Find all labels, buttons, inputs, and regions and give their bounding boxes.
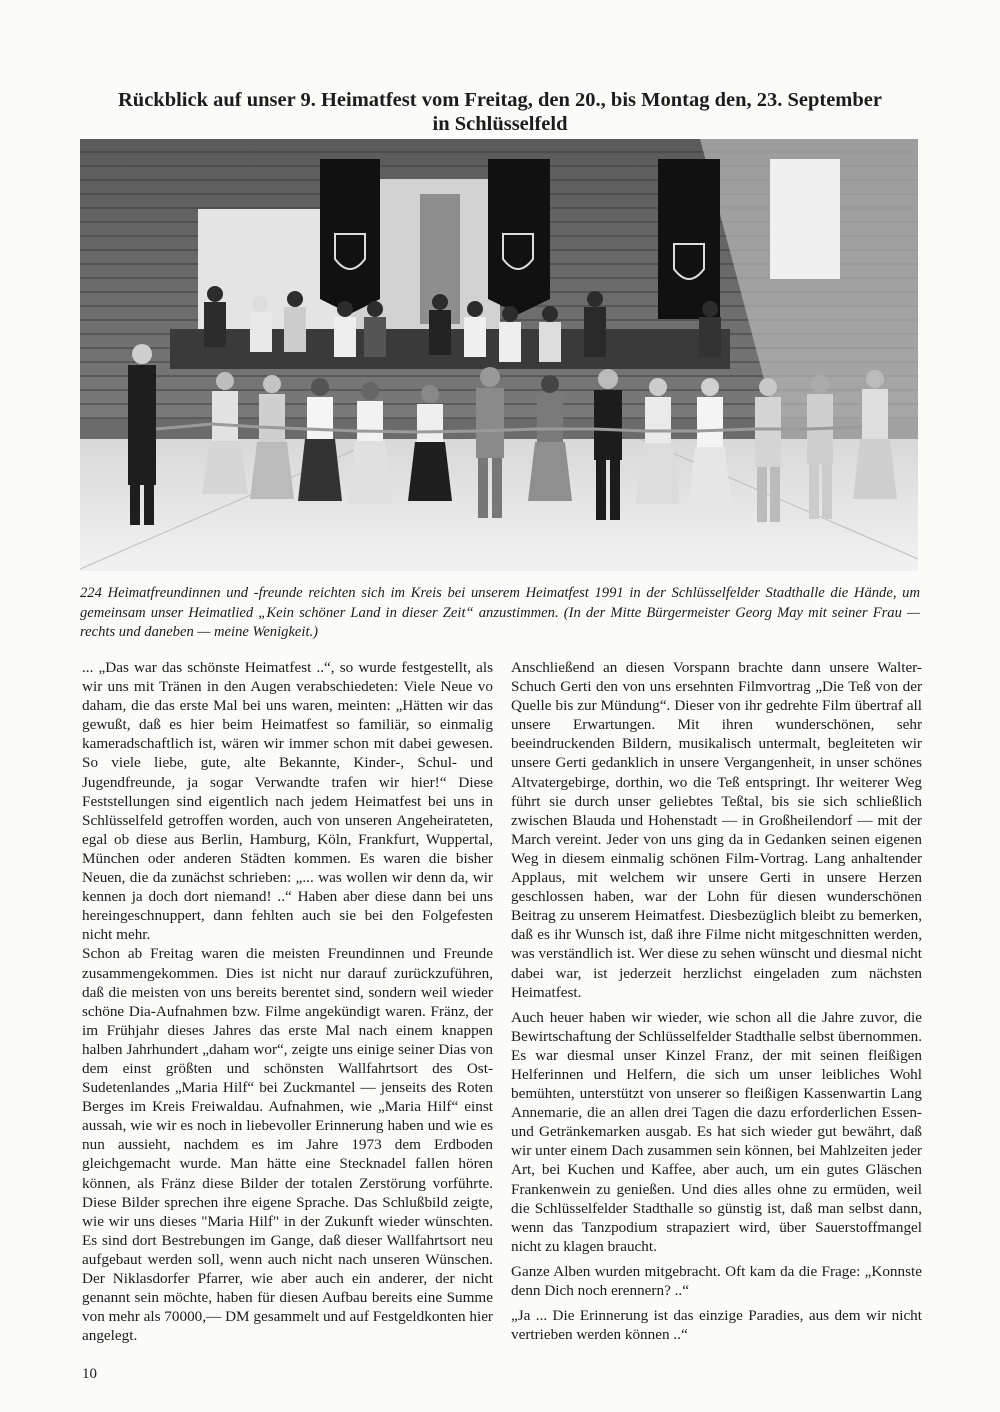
title-line-2: in Schlüsselfeld	[432, 113, 568, 135]
banner	[658, 159, 720, 319]
page-number: 10	[82, 1366, 97, 1382]
group-photo	[80, 139, 918, 571]
hall-photo-illustration	[80, 139, 918, 571]
banner-white	[770, 159, 840, 279]
title-line-1: Rückblick auf unser 9. Heimatfest vom Freitag, den 20., bis Montag den, 23. September	[118, 89, 882, 111]
paragraph: „Ja ... Die Erinnerung ist das einzige Paradies, aus dem wir nicht vertrieben werden können ..“	[511, 1307, 922, 1344]
paragraph: Ganze Alben wurden mitgebracht. Oft kam da die Frage: „Konnste denn Dich noch erennern? ..“	[511, 1262, 922, 1299]
article-column-right	[511, 658, 922, 1344]
photo-caption: 224 Heimatfreundinnen und -freunde reichten sich im Kreis bei unserem Heimatfest 1991 in der Schlüsselfelder Stadthalle die Hände, um gemeinsam unser Heimatlied „Kein schöner Land in dieser Zeit“ anzustimmen. (In der Mitte Bürgermeister Georg May mit seiner Frau — rechts und daneben — meine Wenigkeit.)	[80, 585, 920, 640]
paragraph: Anschließend an diesen Vorspann brachte dann unsere Walter-Schuch Gerti den von uns ersehnten Filmvortrag „Die Teß von der Quelle bis zur Mündung“. Dieser von ihr gedrehte Film übertraf all unsere Erwartungen. Mit ihren wunderschönen, sehr beeindruckenden Bildern, musikalisch untermalt, begleiteten wir unsere Gerti gedanklich in unsere Vergangenheit, in unser schönes Altvatergebirge, dorthin, wo die Teß entspringt. Ihr weiterer Weg führt sie durch unser geliebtes Teßtal, bis sie sich schließlich zwischen Blauda und Hohenstadt — in Großheilendorf — mit der March vereint. Jeder von uns ging da in Gedanken seinen eigenen Weg in diesem einmalig schönen Film-Vortrag. Lang anhaltender Applaus, mit welchem wir unsere Gerti in unsere Herzen geschlossen haben, war der Lohn für diesen wunderschönen Beitrag zu unserem Heimatfest. Diesbezüglich bleibt zu bemerken, daß es ihr Wunsch ist, daß ihre Filme nicht mitgeschnitten werden, was verständlich ist. Wer diese zu sehen wünscht und diesmal nicht dabei war, ist jederzeit herzlichst eingeladen zum nächsten Heimatfest.	[511, 659, 922, 1001]
banner	[488, 159, 550, 299]
article-column-left	[82, 658, 493, 1345]
article-title	[70, 88, 930, 136]
paragraph: Auch heuer haben wir wieder, wie schon all die Jahre zuvor, die Bewirtschaftung der Schlüsselfelder Stadthalle selbst übernommen. Es war diesmal unser Kinzel Franz, der mit seinen fleißigen Helferinnen und Helfern, die sich um unser leibliches Wohl bemühten, unterstützt von unserer so fleißigen Kassenwartin Lang Annemarie, die an allen drei Tagen die dazu erforderlichen Essen- und Getränkemarken ausgab. Es hat sich wieder gut bewährt, daß wir unter einem Dach zusammen sein können, bei Mahlzeiten jeder Art, bei Kuchen und Kaffee, aber auch, um ein gutes Gläschen Frankenwein zu genießen. Und dies alles ohne zu ermüden, weil die Schlüsselfelder Stadthalle so günstig ist, daß man selbst dann, wenn das Tanzpodium strapaziert wird, über Sauerstoffmangel nicht zu klagen braucht.	[511, 1008, 922, 1255]
paragraph: Schon ab Freitag waren die meisten Freundinnen und Freunde zusammengekommen. Dies ist nicht nur darauf zurückzuführen, daß die meisten von uns bereits berentet sind, sondern weil wieder schöne Dia-Aufnahmen bzw. Filme angekündigt waren. Fränz, der im Frühjahr dieses Jahres das erste Mal nach einem knappen halben Jahrhundert „daham wor“, zeigte uns einige seiner Dias von dem einst größten und schönsten Wallfahrtsort des Ost-Sudetenlandes „Maria Hilf“ bei Zuckmantel — jenseits des Roten Berges im Kreis Freiwaldau. Aufnahmen, wie „Maria Hilf“ einst aussah, wie wir es noch in liebevoller Erinnerung haben und wie es nun aussieht, nachdem es im Jahre 1973 dem Erdboden gleichgemacht wurde. Man hätte eine Stecknadel fallen hören können, als Fränz diese Bilder der totalen Zerstörung vorführte. Diese Bilder sprechen ihre eigene Sprache. Das Schlußbild zeigte, wie wir uns dieses "Maria Hilf" in der Zukunft wieder wünschten. Es sind dort Bestrebungen im Gange, daß dieser Wallfahrtsort neu aufgebaut werden soll, wenn auch nicht nach unseren Wünschen. Der Niklasdorfer Pfarrer, wie aber auch ein anderer, der nicht genannt sein möchte, haben für diesen Aufbau bereits eine Summe von mehr als 70000,— DM gesammelt und auf Festgeldkonten hier angelegt.	[82, 945, 493, 1345]
banner	[320, 159, 380, 299]
paragraph: ... „Das war das schönste Heimatfest ..“, so wurde festgestellt, als wir uns mit Tränen in den Augen verabschiedeten: Viele Neue vo daham, die das erste Mal bei uns waren, meinten: „Hätten wir das gewußt, daß es hier beim Heimatfest so familiär, so einmalig kameradschaftlich ist, wären wir immer schon mit dabei gewesen. So viele liebe, gute, alte Bekannte, Kinder-, Schul- und Jugendfreunde, ja sogar Verwandte trafen wir hier!“ Diese Feststellungen sind eigentlich nach jedem Heimatfest bei uns in Schlüsselfeld getroffen worden, auch von unseren Angeheirateten, egal ob diese aus Berlin, Hamburg, Köln, Frankfurt, Wuppertal, München oder anderen Städten kommen. Es waren die bisher Neuen, die da zunächst schrieben: „... was wollen wir denn da, wir kennen ja doch dort niemand! ..“ Haben aber diese dann bei uns hereingeschnuppert, dann fehlten auch sie bei den Folgefesten nicht mehr.	[82, 659, 493, 944]
